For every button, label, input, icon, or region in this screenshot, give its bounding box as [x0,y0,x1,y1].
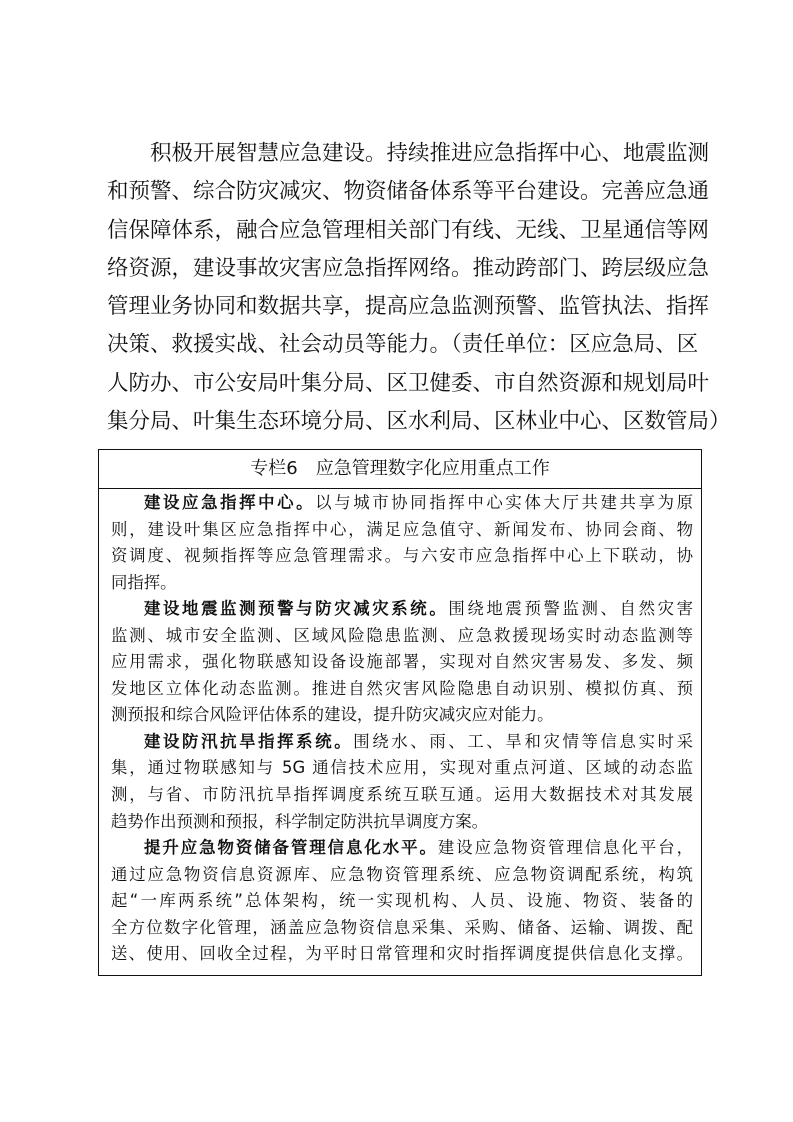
section-line: 应用需求，强化物联感知设备设施部署，实现对自然灾害易发、多发、频 [111,652,693,672]
intro-line: 和预警、综合防灾减灾、物资储备体系等平台建设。完善应急通 [107,179,710,205]
section-line: 集，通过物联感知与 5G 通信技术应用，实现对重点河道、区域的动态监 [111,758,693,778]
section-text: 建设应急物资管理信息化平台， [437,838,694,858]
intro-line: 积极开展智慧应急建设。持续推进应急指挥中心、地震监测 [150,141,710,166]
section-line: 同指挥。 [111,572,177,592]
section-line: 发地区立体化动态监测。推进自然灾害风险隐患自动识别、模拟仿真、预 [111,678,693,698]
intro-line: 信保障体系，融合应急管理相关部门有线、无线、卫星通信等网 [107,217,710,243]
column-box [98,449,702,976]
section-text: 围绕水、雨、工、旱和灾情等信息实时采 [353,731,694,751]
section-first-line [111,596,693,623]
intro-line: 集分局、叶集生态环境分局、区水利局、区林业中心、区数管局） [107,409,731,435]
section-line: 通过应急物资信息资源库、应急物资管理系统、应急物资调配系统，构筑 [111,864,693,884]
section-line: 则，建设叶集区应急指挥中心，满足应急值守、新闻发布、协同会商、物 [111,519,693,539]
section-first-line [111,729,693,756]
section-first-line [111,490,693,517]
box-body [111,490,693,968]
section-line: 测预报和综合风险评估体系的建设，提升防灾减灾应对能力。 [111,705,554,725]
section-line: 测，与省、市防汛抗旱指挥调度系统互联互通。运用大数据技术对其发展 [111,785,693,805]
section-line: 监测、城市安全监测、区域风险隐患监测、应急救援现场实时动态监测等 [111,625,693,645]
section-line: 资调度、视频指挥等应急管理需求。与六安市应急指挥中心上下联动，协 [111,546,693,566]
section-heading: 建设应急指挥中心。 [144,493,316,512]
intro-line: 络资源，建设事故灾害应急指挥网络。推动跨部门、跨层级应急 [107,255,710,281]
intro-line: 决策、救援实战、社会动员等能力。（责任单位：区应急局、区 [107,332,699,358]
intro-line: 管理业务协同和数据共享，提高应急监测预警、监管执法、指挥 [107,294,710,320]
section-line: 全方位数字化管理，涵盖应急物资信息采集、采购、储备、运输、调拨、配 [111,917,693,937]
section-first-line [111,835,693,862]
intro-line: 人防办、市公安局叶集分局、区卫健委、市自然资源和规划局叶 [107,370,710,396]
section-heading: 建设地震监测预警与防灾减灾系统。 [144,599,449,619]
box-title: 专栏6 应急管理数字化应用重点工作 [99,450,701,489]
section-text: 以与城市协同指挥中心实体大厅共建共享为原 [315,493,694,512]
section-line: 起“一库两系统”总体架构，统一实现机构、人员、设施、物资、装备的 [111,891,693,911]
section-line: 趋势作出预测和预报，科学制定防洪抗旱调度方案。 [111,811,488,831]
section-text: 围绕地震预警监测、自然灾害 [448,599,694,619]
intro-paragraph [107,135,731,441]
section-line: 送、使用、回收全过程，为平时日常管理和灾时指挥调度提供信息化支撑。 [111,944,693,964]
section-heading: 提升应急物资储备管理信息化水平。 [144,838,438,858]
section-heading: 建设防汛抗旱指挥系统。 [144,731,354,751]
